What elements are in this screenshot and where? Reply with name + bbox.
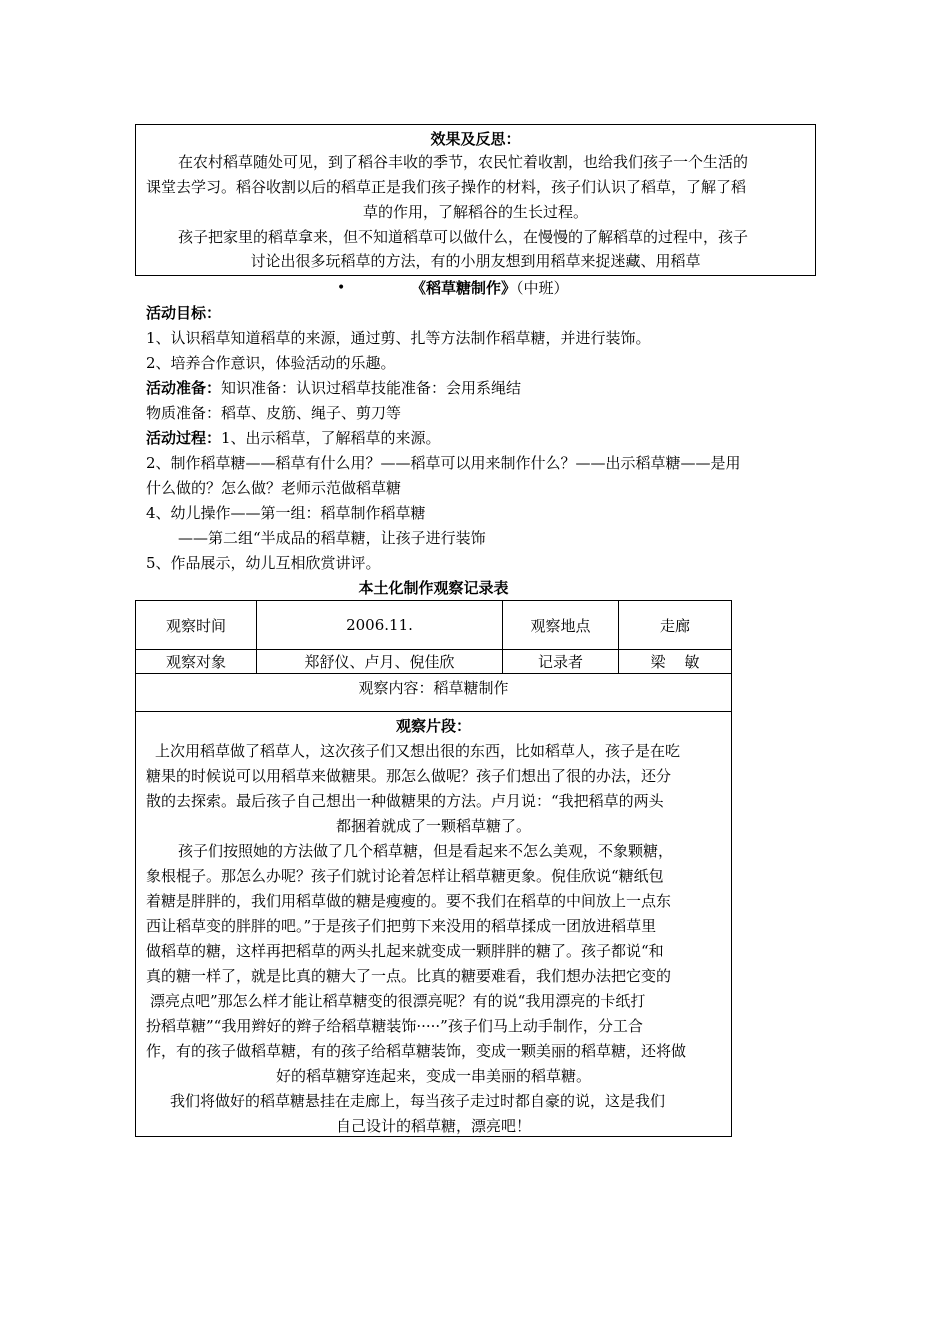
excerpt-line: 上次用稻草做了稻草人，这次孩子们又想出很的东西，比如稻草人，孩子是在吃 [155, 742, 681, 760]
excerpt-line: 真的糖一样了，就是比真的糖大了一点。比真的糖要难看，我们想办法把它变的 [146, 967, 672, 985]
excerpt-line: 西让稻草变的胖胖的吧。”于是孩子们把剪下来没用的稻草揉成一团放进稻草里 [146, 917, 657, 935]
excerpt-line: 散的去探索。最后孩子自己想出一种做糖果的方法。卢月说：“我把稻草的两头 [146, 792, 664, 810]
process-step: ——第二组“半成品的稻草糖，让孩子进行装饰 [178, 529, 486, 547]
reflection-line: 在农村稻草随处可见，到了稻谷丰收的季节，农民忙着收割，也给我们孩子一个生活的 [178, 153, 749, 171]
reflection-line: 孩子把家里的稻草拿来，但不知道稻草可以做什么，在慢慢的了解稻草的过程中，孩子 [178, 228, 749, 246]
excerpt-line: 自己设计的稻草糖，漂亮吧！ [335, 1117, 531, 1135]
time-label: 观察时间 [136, 601, 257, 650]
prep-text: 知识准备：认识过稻草技能准备：会用系绳结 [221, 379, 522, 397]
excerpt-line: 孩子们按照她的方法做了几个稻草糖，但是看起来不怎么美观，不象颗糖， [178, 842, 674, 860]
excerpt-line: 漂亮点吧”那怎么样才能让稻草糖变的很漂亮呢？有的说“我用漂亮的卡纸打 [150, 992, 646, 1010]
process-step: 什么做的？怎么做？老师示范做稻草糖 [146, 479, 402, 497]
excerpt-line: 扮稻草糖”“我用辫好的辫子给稻草糖装饰·····”孩子们马上动手制作，分工合 [146, 1017, 643, 1035]
excerpt-line: 好的稻草糖穿连起来，变成一串美丽的稻草糖。 [275, 1067, 591, 1085]
lesson-title: 《稻草糖制作》 [411, 279, 517, 297]
excerpt-line: 象根棍子。那怎么办呢？孩子们就讨论着怎样让稻草糖更象。倪佳欣说“糖纸包 [146, 867, 664, 885]
process-step: 1、出示稻草，了解稻草的来源。 [221, 429, 441, 447]
prep-label: 活动准备： [146, 379, 222, 397]
place-value: 走廊 [619, 601, 732, 650]
process-label: 活动过程： [146, 429, 222, 447]
excerpt-line: 我们将做好的稻草糖悬挂在走廊上，每当孩子走过时都自豪的说，这是我们 [170, 1092, 666, 1110]
prep-row [146, 378, 521, 398]
excerpt-line: 做稻草的糖，这样再把稻草的两头扎起来就变成一颗胖胖的糖了。孩子都说“和 [146, 942, 664, 960]
lesson-grade: （中班） [516, 279, 569, 297]
process-step: 2、制作稻草糖——稻草有什么用？——稻草可以用来制作什么？——出示稻草糖——是用 [146, 454, 741, 472]
bullet: • [337, 280, 346, 296]
excerpt-line: 作，有的孩子做稻草糖，有的孩子给稻草糖装饰，变成一颗美丽的稻草糖，还将做 [146, 1042, 687, 1060]
reflection-line: 讨论出很多玩稻草的方法，有的小朋友想到用稻草来捉迷藏、用稻草 [250, 252, 701, 270]
time-value: 2006.11. [257, 601, 503, 650]
recorder-value: 梁 敏 [619, 650, 732, 674]
content-text: 观察内容：稻草糖制作 [358, 679, 509, 697]
excerpt-heading: 观察片段： [395, 717, 471, 735]
content-cell [136, 674, 732, 712]
subject-label: 观察对象 [136, 650, 257, 674]
process-row [146, 428, 441, 448]
reflection-line: 课堂去学习。稻谷收割以后的稻草正是我们孩子操作的材料，孩子们认识了稻草，了解了稻 [146, 178, 747, 196]
excerpt-line: 着糖是胖胖的，我们用稻草做的糖是瘦瘦的。要不我们在稻草的中间放上一点东 [146, 892, 672, 910]
goal-item: 2、培养合作意识，体验活动的乐趣。 [146, 354, 396, 372]
recorder-label: 记录者 [503, 650, 619, 674]
excerpt-line: 糖果的时候说可以用稻草来做糖果。那怎么做呢？孩子们想出了很的办法，还分 [146, 767, 672, 785]
place-label: 观察地点 [503, 601, 619, 650]
goal-label: 活动目标： [146, 304, 222, 322]
subject-value: 郑舒仪、卢月、倪佳欣 [257, 650, 503, 674]
record-title: 本土化制作观察记录表 [358, 579, 509, 597]
reflection-heading: 效果及反思： [430, 130, 521, 148]
reflection-line: 草的作用，了解稻谷的生长过程。 [362, 203, 588, 221]
excerpt-line: 都捆着就成了一颗稻草糖了。 [335, 817, 531, 835]
goal-item: 1、认识稻草知道稻草的来源，通过剪、扎等方法制作稻草糖，并进行装饰。 [146, 329, 651, 347]
lesson-title-row [411, 278, 569, 298]
process-step: 5、作品展示，幼儿互相欣赏讲评。 [146, 554, 381, 572]
material-text: 物质准备：稻草、皮筋、绳子、剪刀等 [146, 404, 402, 422]
process-step: 4、幼儿操作——第一组：稻草制作稻草糖 [146, 504, 426, 522]
